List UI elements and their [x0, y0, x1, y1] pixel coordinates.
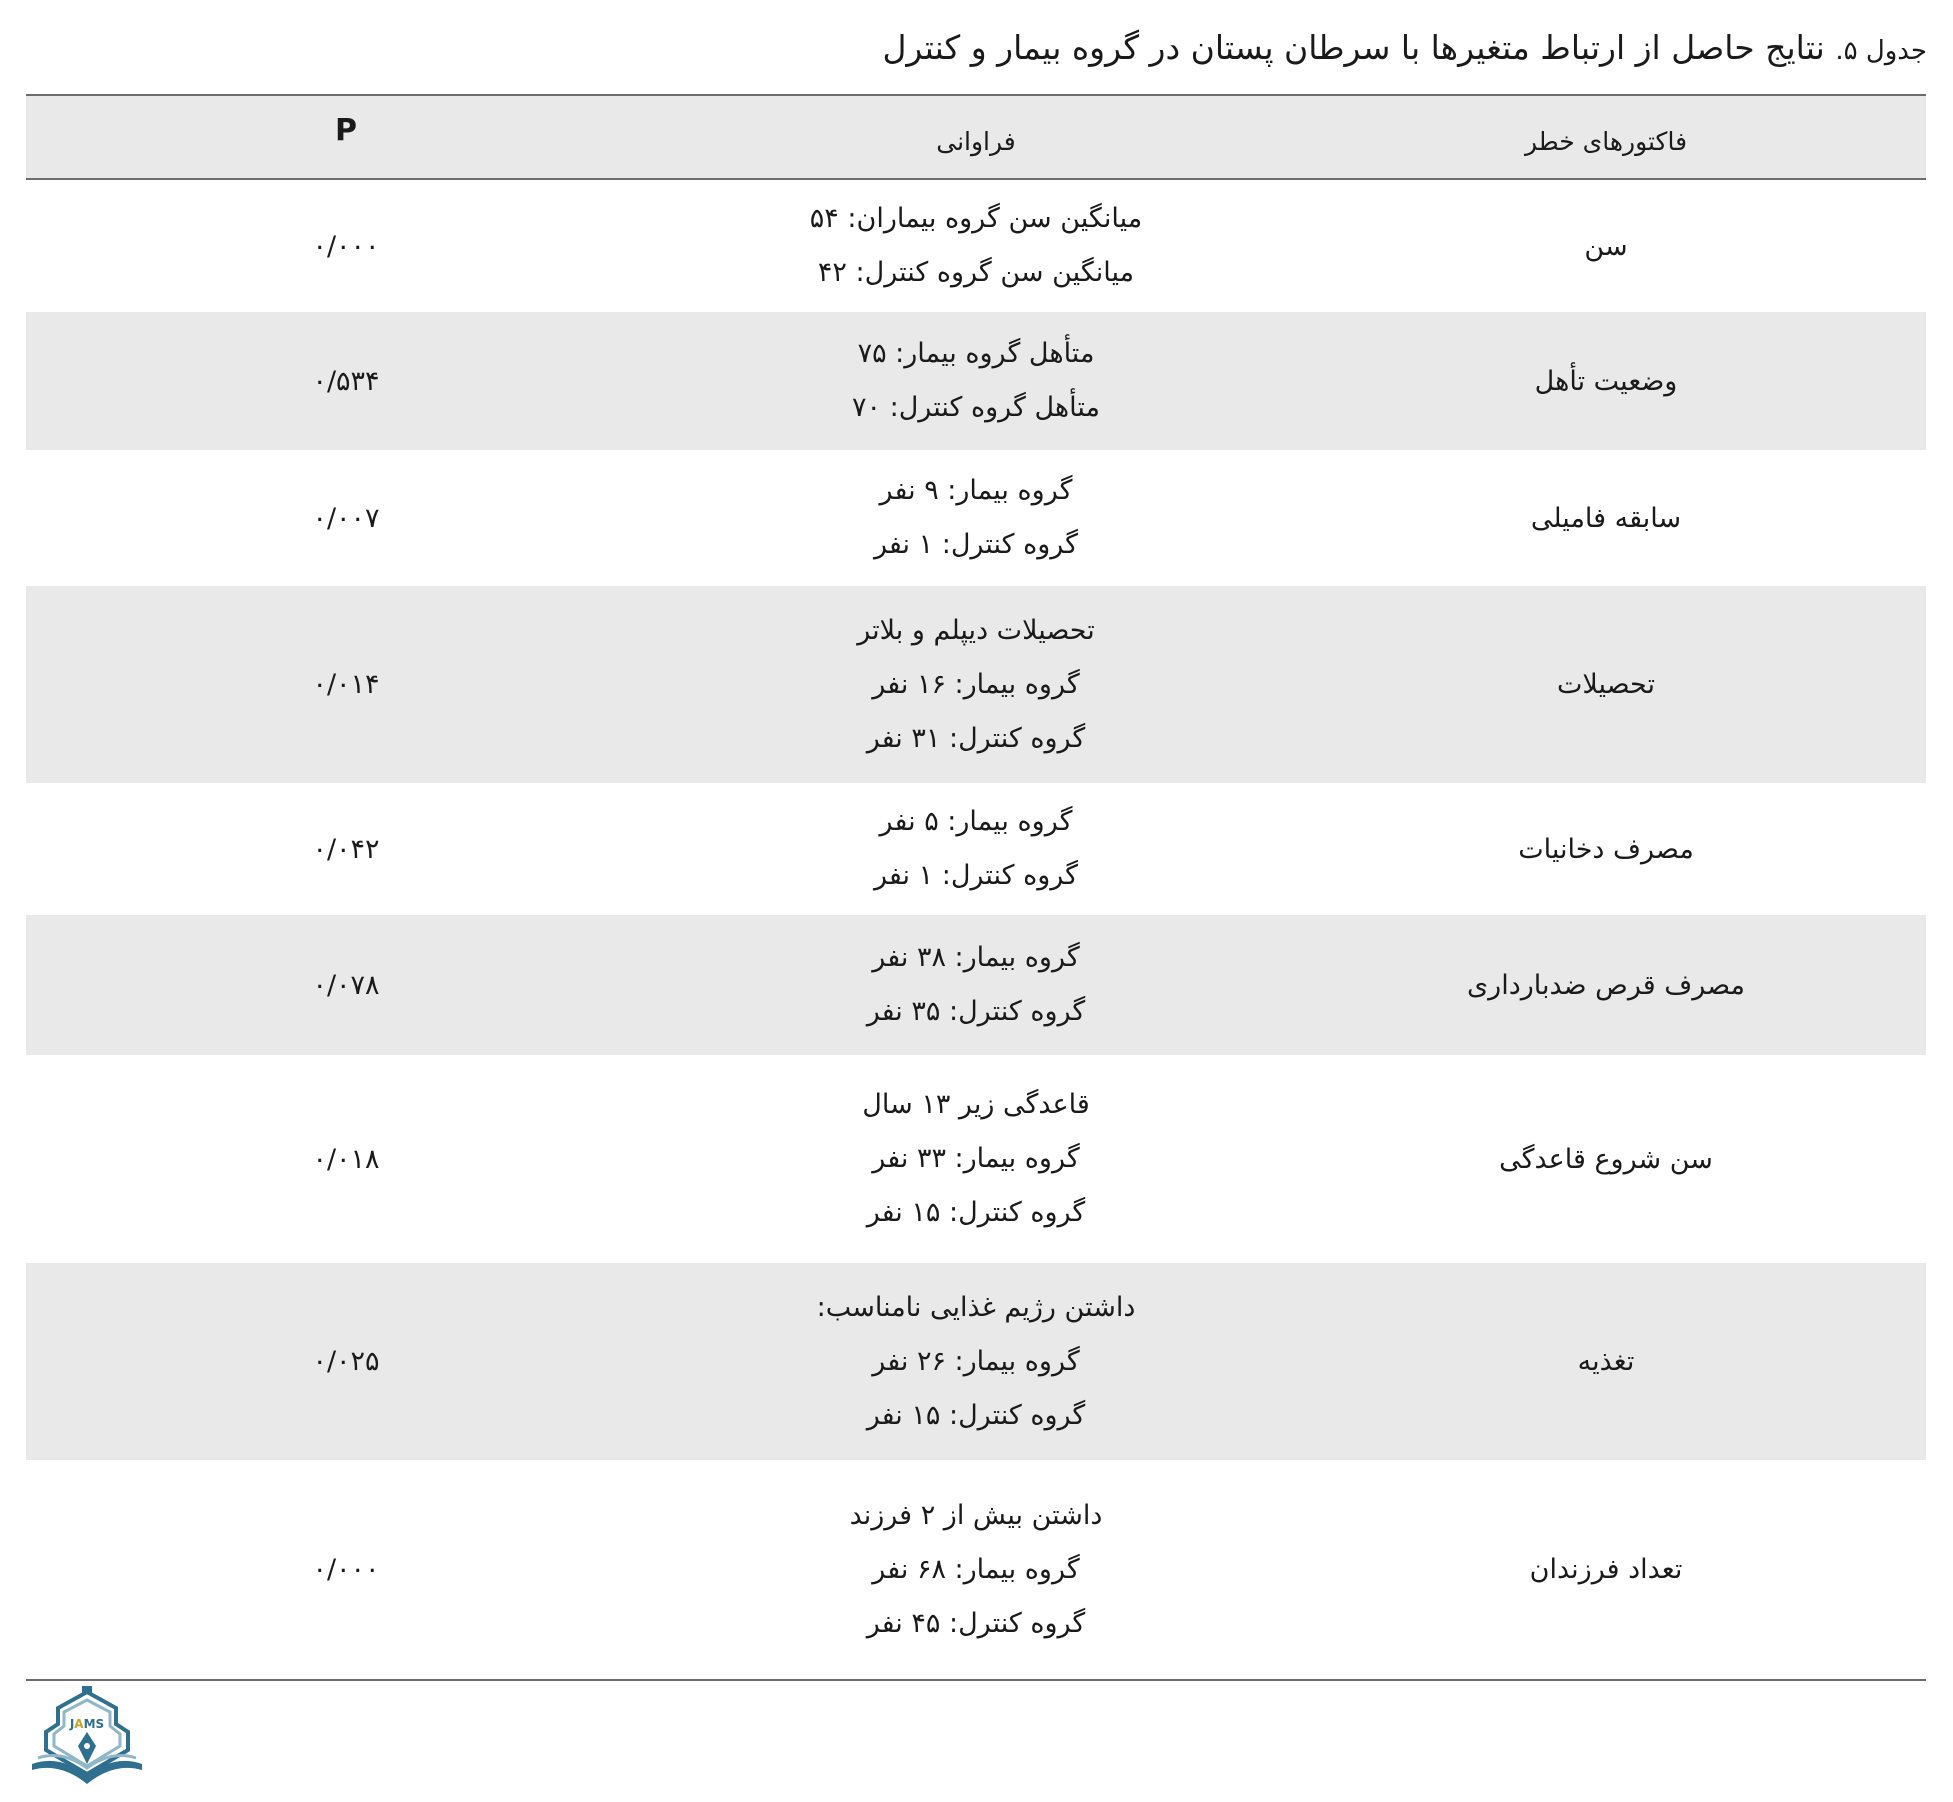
- frequency-line: گروه کنترل: ۳۵ نفر: [866, 996, 1086, 1027]
- risk-factor-cell: مصرف دخانیات: [1518, 833, 1694, 865]
- table-row: [26, 586, 1926, 783]
- frequency-line: داشتن بیش از ۲ فرزند: [849, 1499, 1103, 1531]
- frequency-line: گروه کنترل: ۱۵ نفر: [866, 1197, 1086, 1228]
- caption-label: جدول ۵.: [1835, 36, 1927, 66]
- frequency-line: گروه کنترل: ۳۱ نفر: [866, 722, 1086, 754]
- p-value-cell: ۰/۰۰۰: [312, 1554, 380, 1585]
- p-value-cell: ۰/۰۱۴: [312, 669, 380, 700]
- frequency-line: گروه کنترل: ۴۵ نفر: [866, 1607, 1086, 1639]
- table-row: [26, 783, 1926, 915]
- frequency-line: داشتن رژیم غذایی نامناسب:: [816, 1291, 1136, 1323]
- frequency-cell: [666, 327, 1286, 435]
- frequency-line: گروه بیمار: ۹ نفر: [879, 475, 1073, 506]
- frequency-line: گروه بیمار: ۳۳ نفر: [872, 1143, 1080, 1174]
- frequency-cell: [666, 931, 1286, 1039]
- frequency-line: گروه بیمار: ۱۶ نفر: [872, 668, 1080, 700]
- table-row: [26, 1263, 1926, 1460]
- risk-factor-cell: تحصیلات: [1556, 669, 1656, 700]
- frequency-line: میانگین سن گروه کنترل: ۴۲: [817, 257, 1135, 288]
- risk-factor-cell: تعداد فرزندان: [1529, 1554, 1683, 1585]
- header-frequency: فراوانی: [936, 126, 1016, 156]
- p-value-cell: ۰/۰۱۸: [312, 1143, 380, 1175]
- frequency-cell: [666, 1489, 1286, 1651]
- frequency-line: گروه کنترل: ۱ نفر: [873, 529, 1079, 560]
- p-value-cell: ۰/۰۷۸: [312, 969, 380, 1001]
- svg-text:JAMS: JAMS: [69, 1717, 105, 1731]
- frequency-line: گروه بیمار: ۳۸ نفر: [872, 942, 1080, 973]
- frequency-cell: [666, 192, 1286, 300]
- table-header: [26, 96, 1926, 180]
- frequency-line: گروه کنترل: ۱۵ نفر: [866, 1399, 1086, 1431]
- frequency-line: متأهل گروه بیمار: ۷۵: [857, 338, 1095, 369]
- risk-factor-cell: تغذیه: [1577, 1346, 1635, 1377]
- header-p-value: P: [335, 112, 357, 148]
- frequency-cell: [666, 795, 1286, 903]
- frequency-line: گروه بیمار: ۵ نفر: [879, 806, 1073, 837]
- risk-factor-cell: سن: [1584, 230, 1628, 262]
- header-risk-factors: فاکتورهای خطر: [1524, 126, 1688, 156]
- p-value-cell: ۰/۵۳۴: [312, 365, 380, 397]
- risk-factor-cell: سن شروع قاعدگی: [1499, 1143, 1713, 1175]
- p-value-cell: ۰/۰۲۵: [312, 1346, 380, 1377]
- table-row: [26, 180, 1926, 312]
- frequency-line: گروه بیمار: ۲۶ نفر: [872, 1345, 1080, 1377]
- table-row: [26, 1460, 1926, 1679]
- frequency-cell: [666, 464, 1286, 572]
- frequency-line: میانگین سن گروه بیماران: ۵۴: [809, 203, 1143, 234]
- frequency-cell: [666, 1281, 1286, 1443]
- results-table: [26, 94, 1926, 1681]
- caption-text: نتایج حاصل از ارتباط متغیرها با سرطان پستان در گروه بیمار و کنترل: [882, 28, 1836, 67]
- table-row: [26, 312, 1926, 450]
- p-value-cell: ۰/۰۰۰: [312, 230, 380, 262]
- frequency-line: گروه کنترل: ۱ نفر: [873, 860, 1079, 891]
- table-caption: [882, 22, 1927, 77]
- frequency-line: قاعدگی زیر ۱۳ سال: [862, 1089, 1090, 1120]
- p-value-cell: ۰/۰۴۲: [312, 833, 380, 865]
- frequency-cell: [666, 1078, 1286, 1240]
- p-value-cell: ۰/۰۰۷: [312, 502, 380, 534]
- risk-factor-cell: مصرف قرص ضدبارداری: [1467, 969, 1745, 1001]
- frequency-line: گروه بیمار: ۶۸ نفر: [872, 1553, 1080, 1585]
- frequency-line: متأهل گروه کنترل: ۷۰: [852, 392, 1100, 423]
- table-row: [26, 1055, 1926, 1263]
- frequency-line: تحصیلات دیپلم و بلاتر: [857, 614, 1095, 646]
- table-row: [26, 915, 1926, 1055]
- journal-logo: [24, 1684, 150, 1788]
- jams-logo-icon: [24, 1684, 150, 1788]
- frequency-cell: [666, 604, 1286, 766]
- table-row: [26, 450, 1926, 586]
- risk-factor-cell: وضعیت تأهل: [1534, 365, 1678, 397]
- risk-factor-cell: سابقه فامیلی: [1530, 502, 1682, 534]
